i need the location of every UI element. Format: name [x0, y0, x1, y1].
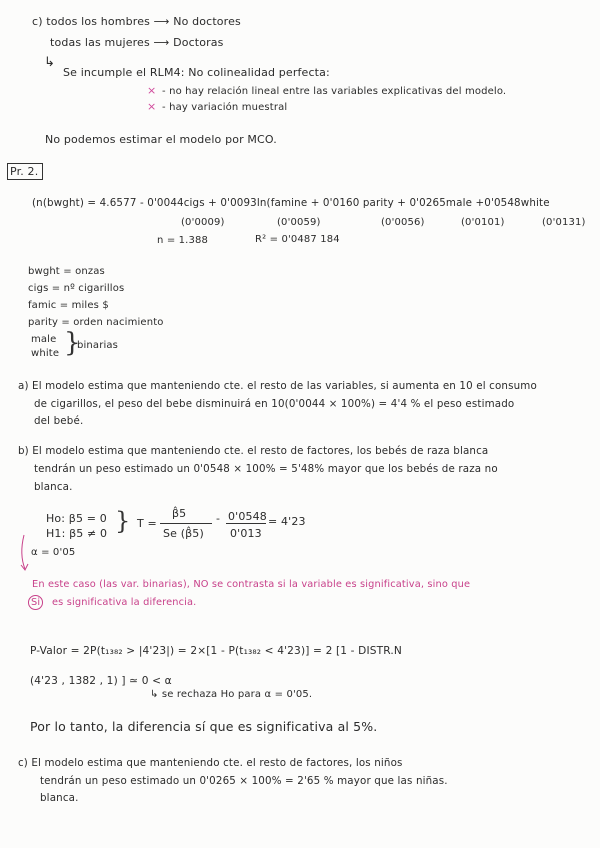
- final-conclusion: Por lo tanto, la diferencia sí que es significativa al 5%.: [30, 719, 378, 734]
- a-line-1: a) El modelo estima que manteniendo cte. el resto de las variables, si aumenta en 10 el consumo: [18, 380, 537, 392]
- se-faminc: (0'0059): [277, 217, 321, 228]
- se-parity: (0'0056): [381, 217, 425, 228]
- se-cigs: (0'0009): [181, 217, 225, 228]
- var-bwght: bwght = onzas: [28, 266, 105, 277]
- se-white: (0'0131): [542, 217, 586, 228]
- c-arrow: ↳: [44, 55, 56, 70]
- alpha-level: α = 0'05: [31, 547, 76, 558]
- t-numerator: β̂5: [172, 507, 187, 520]
- t-fraction-line-2: [226, 523, 266, 524]
- t-numerator-value: 0'0548: [228, 510, 267, 523]
- c-bullet-2: - hay variación muestral: [162, 102, 288, 113]
- var-cigs: cigs = nº cigarillos: [28, 283, 125, 294]
- c2-line-2: tendrán un peso estimado un 0'0265 × 100% = 2'65 % mayor que las niñas.: [40, 775, 448, 787]
- t-equals: T =: [137, 517, 157, 530]
- se-male: (0'0101): [461, 217, 505, 228]
- problem-label: Pr. 2.: [10, 165, 39, 178]
- b-line-2: tendrán un peso estimado un 0'0548 × 100% = 5'48% mayor que los bebés de raza no: [34, 463, 498, 475]
- note-line-1: En este caso (las var. binarias), NO se contrasta si la variable es significativa, sino que: [32, 579, 471, 590]
- p-value-conclusion: ↳ se rechaza Ho para α = 0'05.: [150, 689, 313, 700]
- c-bullet-1: - no hay relación lineal entre las variables explicativas del modelo.: [162, 86, 507, 97]
- var-white: white: [31, 348, 60, 359]
- alt-hypothesis: H1: β5 ≠ 0: [46, 527, 108, 540]
- c-line-3: Se incumple el RLM4: No colinealidad perfecta:: [63, 66, 330, 79]
- b-line-1: b) El modelo estima que manteniendo cte. el resto de factores, los bebés de raza blanca: [18, 445, 489, 457]
- c-line-4: No podemos estimar el modelo por MCO.: [45, 133, 277, 146]
- c2-line-3: blanca.: [40, 792, 79, 804]
- var-parity: parity = orden nacimiento: [28, 317, 164, 328]
- note-line-2: es significativa la diferencia.: [52, 597, 197, 608]
- brace-binarias: }: [64, 328, 81, 358]
- regression-equation: (n(bwght) = 4.6577 - 0'0044cigs + 0'0093ln(famine + 0'0160 parity + 0'0265male +0'0548white: [32, 197, 550, 209]
- t-denominator-value: 0'013: [230, 527, 262, 540]
- null-hypothesis: Ho: β5 = 0: [46, 512, 107, 525]
- brace-hypotheses: }: [115, 507, 131, 535]
- a-line-3: del bebé.: [34, 415, 84, 427]
- c2-line-1: c) El modelo estima que manteniendo cte. el resto de factores, los niños: [18, 757, 403, 769]
- note-circled-si: Si: [28, 595, 43, 610]
- p-value-line-2: (4'23 , 1382 , 1) ] ≃ 0 < α: [30, 675, 172, 687]
- var-binarias: binarias: [77, 340, 119, 351]
- sample-size: n = 1.388: [157, 235, 209, 246]
- t-result: = 4'23: [268, 515, 306, 528]
- var-male: male: [31, 334, 57, 345]
- cross-mark-2: ×: [147, 100, 157, 113]
- t-dash: -: [216, 512, 221, 525]
- r-squared: R² = 0'0487 184: [255, 234, 340, 245]
- p-value-line-1: P-Valor = 2P(t₁₃₈₂ > |4'23|) = 2×[1 - P(t₁₃₈₂ < 4'23)] = 2 [1 - DISTR.N: [30, 645, 402, 657]
- a-line-2: de cigarillos, el peso del bebe disminuirá en 10(0'0044 × 100%) = 4'4 % el peso estimado: [34, 398, 515, 410]
- t-fraction-line: [160, 523, 212, 524]
- b-line-3: blanca.: [34, 481, 73, 493]
- cross-mark-1: ×: [147, 84, 157, 97]
- var-faminc: famic = miles $: [28, 300, 109, 311]
- c-line-2: todas las mujeres ⟶ Doctoras: [50, 36, 224, 49]
- c-line-1: c) todos los hombres ⟶ No doctores: [32, 15, 241, 28]
- t-denominator: Se (β̂5): [163, 527, 204, 540]
